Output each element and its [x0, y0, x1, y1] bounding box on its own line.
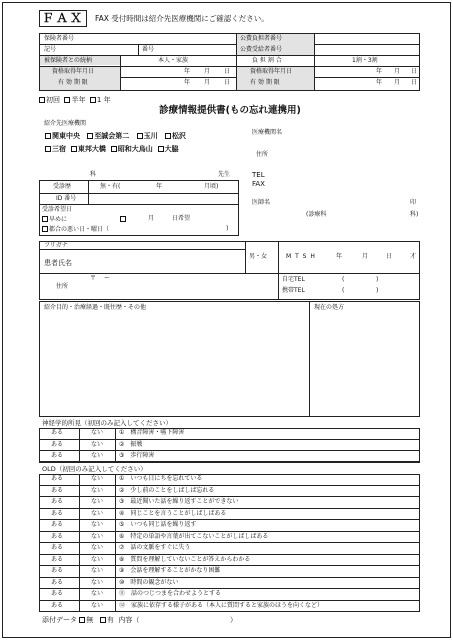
wish-date [120, 216, 127, 223]
burden-label: 負 担 割 合 [252, 57, 282, 64]
burden-options: 1割・3割 [352, 57, 378, 64]
convenient-checkbox[interactable] [42, 226, 48, 232]
id-label: ID 番号 [56, 195, 77, 202]
list-item [39, 509, 420, 521]
yes-option[interactable]: ある [51, 590, 64, 597]
year-label: 年 [376, 68, 383, 75]
item-text: ② 振戦 [119, 440, 143, 448]
birth-year: 年 [336, 253, 343, 260]
clinic-checkbox[interactable] [158, 146, 164, 152]
clinic-row-2 [45, 146, 179, 153]
institution-address-label: 住所 [256, 151, 269, 158]
history-box [39, 301, 420, 417]
symbol-label: 記号 [44, 46, 57, 53]
clinic-checkbox[interactable] [45, 133, 51, 139]
prescription-label: 現在の処方 [314, 304, 345, 311]
postal-dash: ー [104, 275, 111, 282]
year-label: 年 [184, 79, 191, 86]
clinic-checkbox[interactable] [45, 146, 51, 152]
furigana-label: フリガナ [44, 242, 68, 249]
year-label: 年 [184, 68, 191, 75]
doctor-label: 医師名 [252, 199, 271, 206]
one-year-label: 1 年 [96, 96, 111, 104]
yes-option[interactable]: ある [51, 544, 64, 551]
day-label: 日 [224, 68, 231, 75]
first-checkbox[interactable] [39, 97, 45, 103]
validity-label-2: 有 効 期 限 [250, 79, 280, 86]
no-option[interactable]: ない [91, 452, 104, 459]
month-label: 月 [394, 79, 401, 86]
clinic-checkbox[interactable] [87, 133, 93, 139]
clinic-kanto-chuo: 関東中央 [52, 132, 80, 140]
yes-option[interactable]: ある [51, 555, 64, 563]
department-close-label: 科) [410, 211, 419, 218]
convenient-label: 都合の悪い日・曜日（ [49, 226, 110, 233]
yes-option[interactable]: ある [51, 521, 64, 528]
age-label: 才 [410, 253, 417, 260]
seal-label: 印 [410, 199, 417, 206]
item-text: ⑤ いつも同じ話を繰り返す [119, 521, 197, 528]
relation-options: 本人・家族 [158, 57, 189, 64]
one-year-checkbox[interactable] [90, 97, 96, 103]
item-text: ③ 最近聞いた話を繰り返すことができない [119, 498, 239, 505]
clinic-showa-karasuyama: 昭和大烏山 [117, 145, 153, 153]
visit-type [39, 97, 111, 104]
visited-label: 受診歴 [53, 183, 72, 190]
no-option[interactable]: ない [91, 486, 104, 494]
yes-option[interactable]: ある [51, 578, 64, 586]
fax-number-label: FAX [252, 180, 265, 188]
clinic-checkbox[interactable] [111, 146, 117, 152]
clinic-owaki: 大脇 [164, 145, 179, 153]
clinic-tamagawa: 玉川 [143, 132, 158, 140]
no-option[interactable]: ない [91, 544, 104, 551]
list-item [39, 555, 420, 567]
clinic-row-1 [45, 133, 186, 140]
clinic-checkbox[interactable] [137, 133, 143, 139]
referral-source-label: 紹介先医療機関 [44, 120, 87, 127]
clinic-matsuzawa: 松沢 [171, 132, 186, 140]
wish-label: 受診希望日 [42, 206, 73, 213]
old-title: OLD（初回のみ記入してください） [42, 465, 147, 473]
yes-option[interactable]: ある [51, 601, 64, 609]
half-year-checkbox[interactable] [64, 97, 70, 103]
visited-year: 年 [156, 183, 163, 190]
list-item [39, 428, 420, 440]
sex-label: 男・女 [249, 253, 268, 260]
yes-option[interactable]: ある [51, 509, 64, 517]
item-text: ① 構音障害・嚥下障害 [119, 429, 185, 436]
attach-exists-label: 有 [106, 616, 114, 624]
birth-month: 月 [362, 253, 369, 260]
fax-label: ＦＡＸ [41, 11, 84, 25]
birth-day: 日 [386, 253, 393, 260]
wish-day: 日希望 [172, 215, 191, 222]
day-label: 日 [224, 79, 231, 86]
item-text: ⑥ 特定の単語や言葉が出てこないことがしばしばある [119, 532, 269, 540]
attach-close: ） [230, 616, 237, 624]
patient-name-label: 患者氏名 [44, 259, 72, 267]
clinic-mishuku: 三宿 [52, 145, 66, 153]
no-option[interactable]: ない [91, 532, 104, 540]
wish-anytime [42, 216, 67, 223]
item-text: ⑪ 話のつじつまを合わせようとする [119, 590, 222, 597]
doctor-suffix: 先生 [218, 171, 231, 178]
yes-option[interactable]: ある [51, 429, 64, 436]
qualification-date-label-1: 資格取得年月日 [52, 68, 95, 75]
clinic-toho-ohashi: 東邦大橋 [77, 145, 106, 153]
no-option[interactable]: ない [91, 590, 104, 597]
no-option[interactable]: ない [91, 498, 104, 505]
year-label: 年 [376, 79, 383, 86]
paren-close: ) [376, 276, 379, 283]
half-year-label: 半年 [71, 96, 86, 104]
no-option[interactable]: ない [91, 555, 104, 563]
no-option[interactable]: ない [91, 509, 104, 517]
attach-none-label: 無 [86, 616, 94, 624]
convenient [42, 226, 109, 233]
list-item [39, 451, 420, 463]
yes-option[interactable]: ある [51, 498, 64, 505]
era-label: M T S H [286, 253, 316, 260]
yes-option[interactable]: ある [51, 567, 64, 574]
list-item [39, 520, 420, 532]
yes-option[interactable]: ある [51, 452, 64, 459]
list-item [39, 440, 420, 452]
list-item [39, 601, 420, 613]
list-item [39, 589, 420, 601]
day-label: 日 [411, 68, 418, 75]
visited-value: 無・有( [100, 183, 121, 190]
item-text: ⑧ 質問を理解していないことが答えからわかる [119, 555, 251, 563]
item-text: ④ 同じことを言うことがしばしばある [119, 509, 227, 517]
wish-month: 月 [148, 215, 155, 222]
paren-open: ( [342, 276, 345, 283]
department-label: (診療科 [306, 211, 327, 218]
yes-option[interactable]: ある [51, 486, 64, 494]
paren-close: ) [376, 287, 379, 294]
attach-exists-checkbox[interactable] [100, 617, 106, 623]
clinic-checkbox[interactable] [71, 146, 77, 152]
document-title: 診療情報提供書(もの忘れ連携用) [159, 105, 301, 116]
attach-content-label: 内容（ [118, 616, 140, 624]
item-text: ② 少し前のことをしばしば忘れる [119, 486, 215, 494]
no-option[interactable]: ない [91, 475, 104, 482]
no-option[interactable]: ない [91, 578, 104, 586]
first-label: 初回 [46, 96, 60, 104]
no-option[interactable]: ない [91, 601, 104, 609]
month-label: 月 [204, 79, 211, 86]
insured-number-label: 保険者番号 [44, 35, 75, 42]
item-text: ⑩ 時間の観念がない [119, 578, 179, 586]
validity-label-1: 有 効 期 限 [58, 79, 88, 86]
wish-anytime-checkbox[interactable] [42, 216, 48, 222]
relation-label: 被保険者との続柄 [44, 57, 93, 64]
month-label: 月 [394, 68, 401, 75]
attach-label: 添付データ [42, 616, 77, 624]
number-label: 番号 [142, 46, 155, 53]
item-text: ⑨ 会話を理解することがかなり困難 [119, 567, 221, 574]
month-label: 月 [204, 68, 211, 75]
mobile-tel-label: 携帯TEL [282, 287, 305, 294]
list-item [39, 578, 420, 590]
patient-address-label: 住所 [56, 283, 69, 290]
item-text: ① いつも日にちを忘れている [119, 475, 203, 482]
clinic-shiseikai: 至誠会第二 [94, 132, 130, 140]
clinic-checkbox[interactable] [165, 133, 171, 139]
fax-notice: FAX 受付時間は紹介先医療機関にご確認ください。 [95, 14, 269, 23]
convenient-close: ) [226, 225, 229, 232]
no-option[interactable]: ない [91, 567, 104, 574]
day-label: 日 [411, 79, 418, 86]
item-text: ⑫ 家族に依存する様子がある（本人に質問すると家族のほうを向くなど） [119, 601, 324, 609]
neuro-title: 神経学的所見（初回のみ記入してください） [42, 419, 172, 427]
wish-anytime-label: 早めに [49, 216, 68, 223]
public-recipient-label: 公費受給者番号 [240, 46, 283, 53]
dept-label: 科 [90, 171, 97, 178]
item-text: ③ 歩行障害 [119, 452, 155, 459]
list-item [39, 497, 420, 509]
list-item [39, 532, 420, 544]
postal-mark: 〒 [90, 275, 97, 282]
home-tel-label: 自宅TEL [282, 276, 305, 283]
no-option[interactable]: ない [91, 440, 104, 448]
list-item [39, 543, 420, 555]
paren-open: ( [342, 287, 345, 294]
yes-option[interactable]: ある [51, 532, 64, 540]
no-option[interactable]: ない [91, 521, 104, 528]
tel-label: TEL [252, 171, 265, 179]
no-option[interactable]: ない [91, 429, 104, 436]
attach-row [42, 617, 139, 624]
yes-option[interactable]: ある [51, 440, 64, 448]
institution-label: 医療機関名 [252, 129, 283, 136]
wish-date-checkbox[interactable] [120, 216, 126, 222]
yes-option[interactable]: ある [51, 475, 64, 482]
list-item [39, 566, 420, 578]
list-item [39, 474, 420, 486]
history-label: 紹介目的・治療経過・既往歴・その他 [44, 304, 147, 311]
attach-none-checkbox[interactable] [79, 617, 85, 623]
visited-month: 月頃) [204, 183, 219, 190]
public-payer-label: 公費負担者番号 [240, 35, 283, 42]
item-text: ⑦ 話の文脈をすぐに失う [119, 544, 191, 551]
list-item [39, 486, 420, 498]
qualification-date-label-2: 資格取得年月日 [250, 68, 293, 75]
